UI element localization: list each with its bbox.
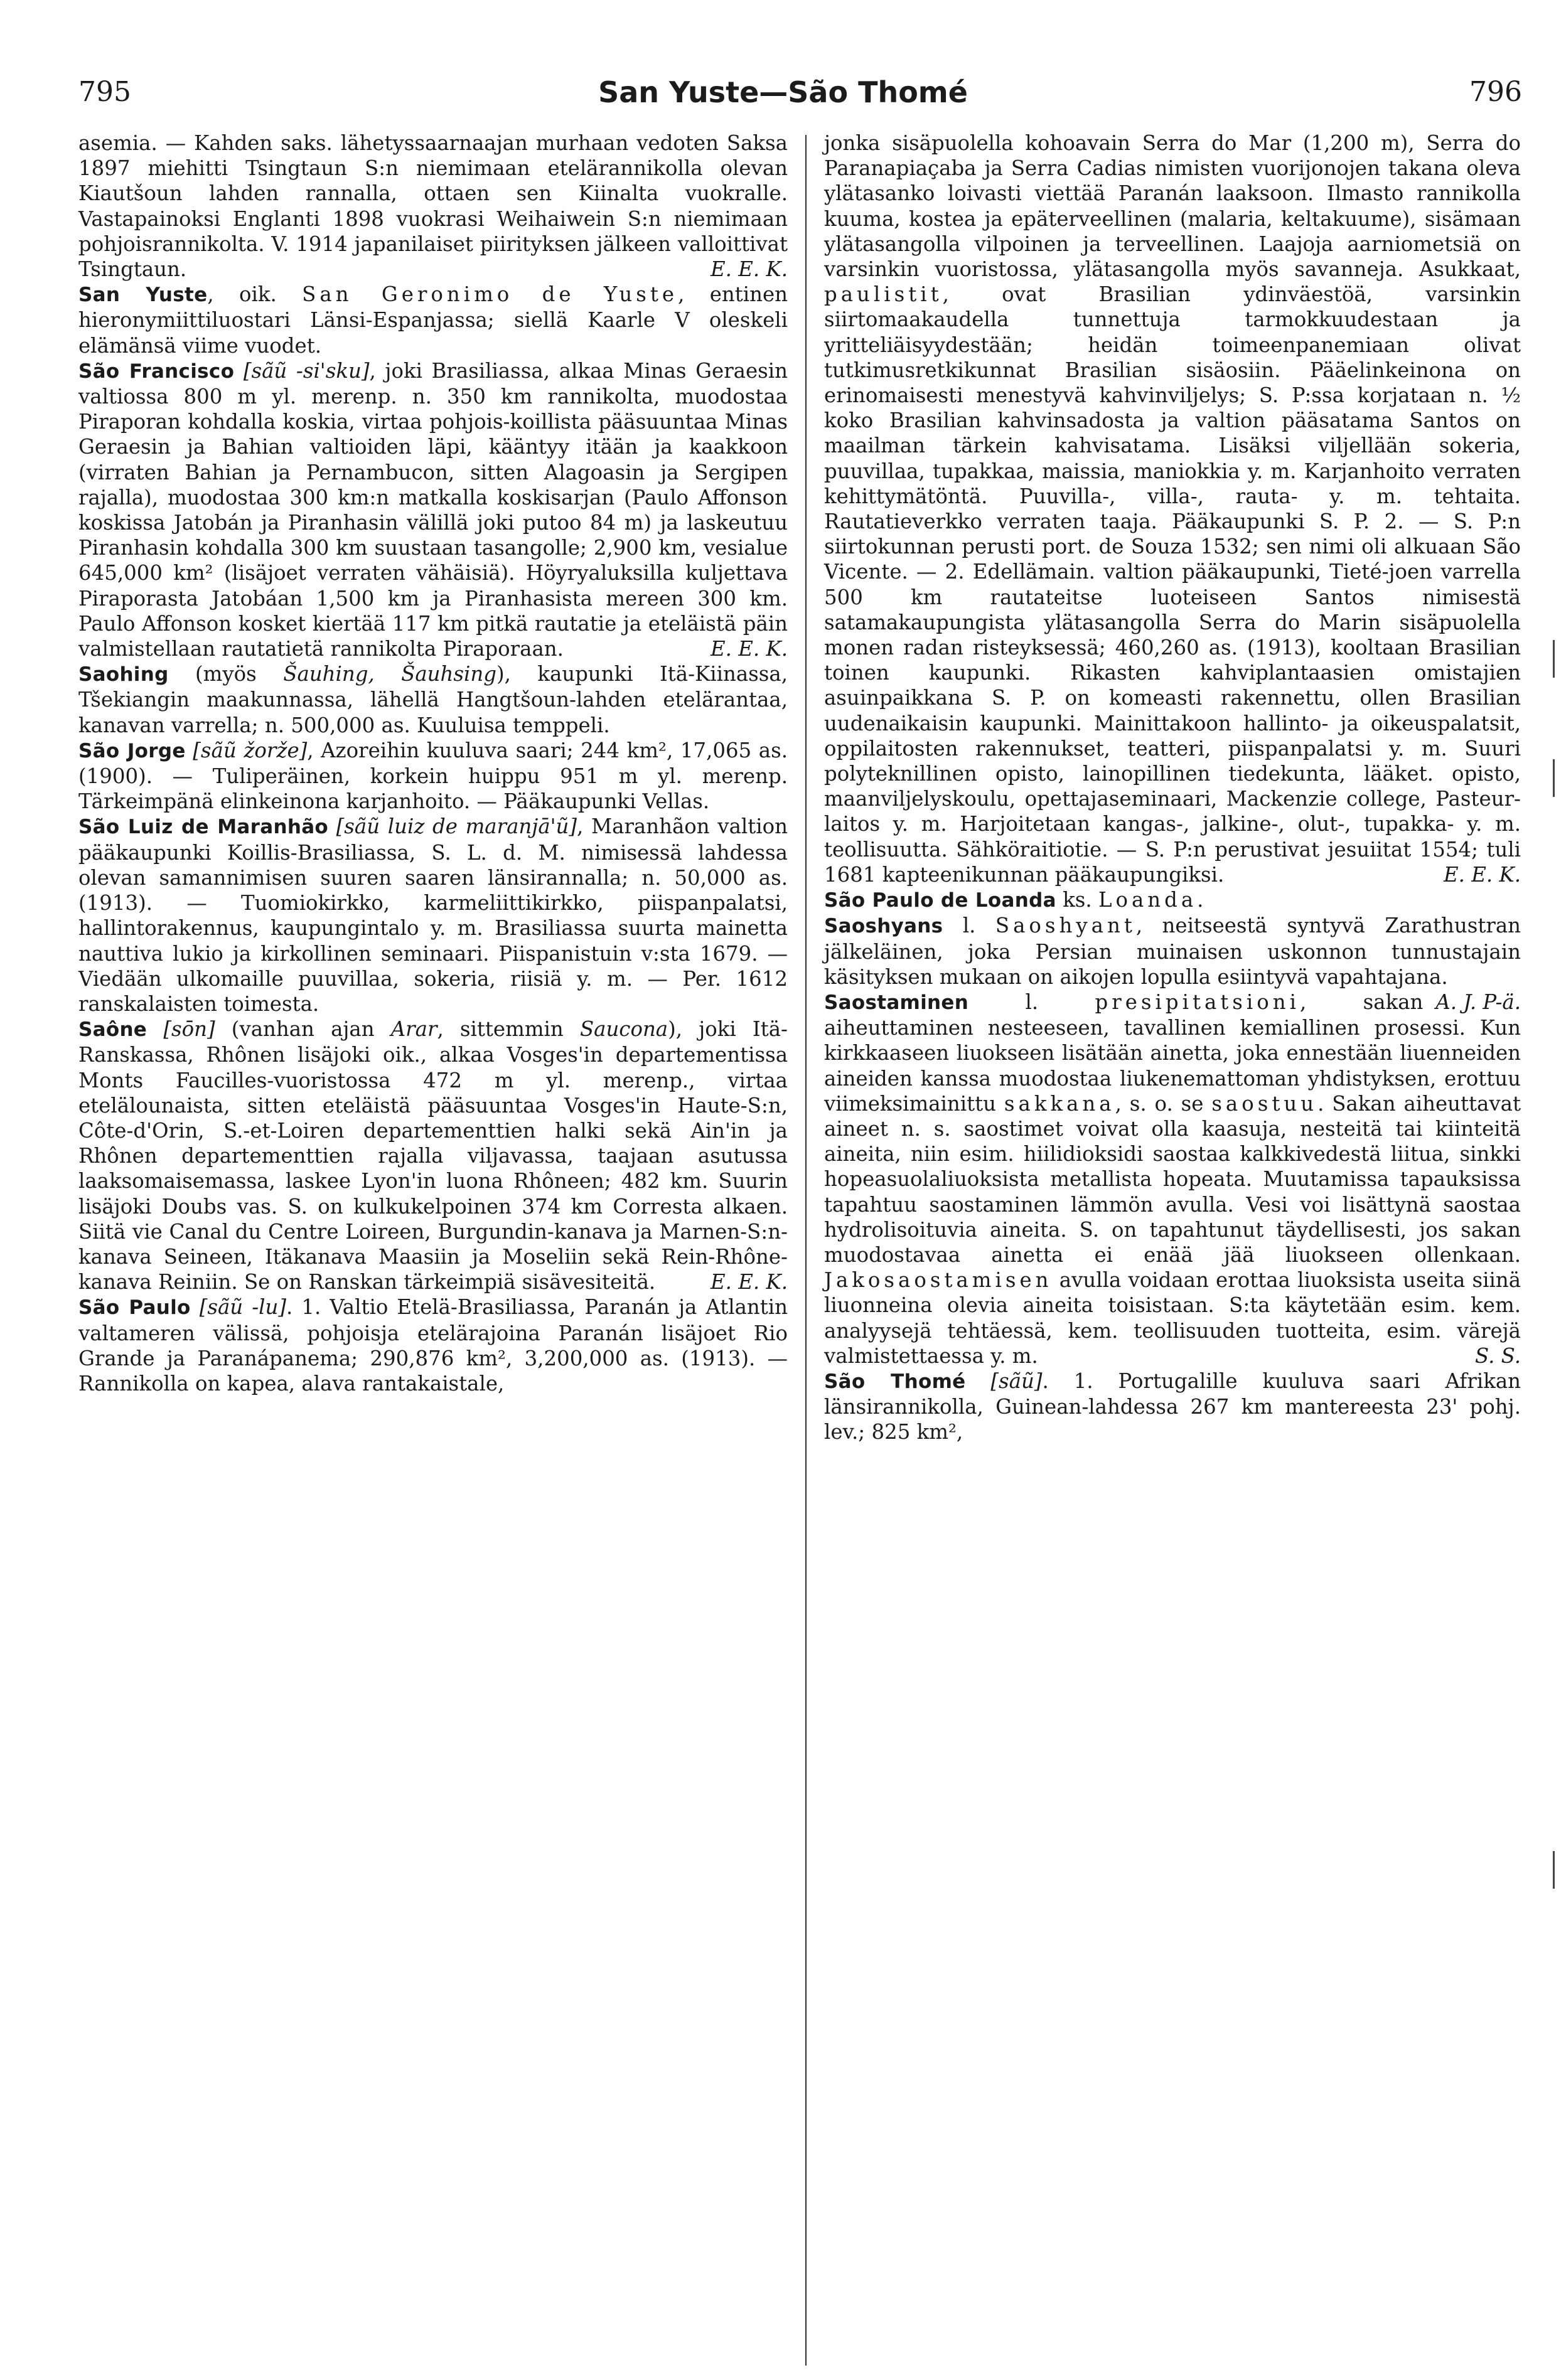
entry-text: . 1. Valtio Etelä-Brasiliassa, Paranán ja Atlantin valtameren välissä, pohjoisja etelärajoina Paranán lisäjoet Rio Grande ja Paranápanema; 290,876 km², 3,200,000 as. (1913). — Rannikolla on kapea, alava rantakaistale, <box>78 1295 788 1395</box>
entry-text: avulla voidaan erottaa liuoksista useita siinä liuonneina olevia aineita toisistaan. S:ta käytetään esim. kem. analyysejä tehtäessä, kem. teollisuuden tuotteita, esim. värejä valmistettaessa y. m. <box>824 1268 1521 1368</box>
entry-text: . <box>1197 888 1204 912</box>
headword: Saohing <box>78 663 169 686</box>
entry-text <box>186 739 193 762</box>
entry-text: , neitseestä syntyvä Zarathustran jälkeläinen, joka Persian muinaisen uskonnon tunnustajain käsityksen mukaan on aikojen lopulla esiintyvä vapahtajana. <box>824 914 1521 989</box>
entry-text: , Maranhãon valtion pääkaupunki Koillis-Brasiliassa, S. L. d. M. nimisessä lahdessa olevan samannimisen suuren saaren länsirannalla; n. 50,000 as. (1913). — Tuomiokirkko, karmeliittikirkko, piispanpalatsi, hallintorakennus, kaupungintalo y. m. Brasiliassa suurta mainetta nauttiva lukio ja kirkollinen seminaari. Piispanistuin v:sta 1679. — Viedään ulkomaille puuvillaa, sokeria, riisiä y. m. — Per. 1612 ranskalaisten toimesta. <box>78 814 788 1016</box>
headword: San Yuste <box>78 284 208 307</box>
entry-paragraph <box>824 990 1521 1369</box>
entry-text: . 1. Portugalille kuuluva saari Afrikan länsirannikolla, Guinean-lahdessa 267 km mantereesta 23' pohj. lev.; 825 km², <box>824 1369 1521 1444</box>
spaced-term: saostuu <box>1211 1091 1318 1116</box>
entry-paragraph <box>78 738 788 814</box>
margin-mark <box>1553 759 1555 797</box>
entry-paragraph <box>78 131 788 282</box>
entry-text: ks. <box>1056 888 1098 912</box>
spaced-term: Jakosaostamisen <box>824 1268 1053 1293</box>
entry-paragraph <box>78 661 788 738</box>
page-number-right: 796 <box>1469 76 1522 108</box>
author-signature: E. E. K. <box>711 257 788 282</box>
entry-text: , entinen hieronymiittiluostari Länsi-Espanjassa; siellä Kaarle V oleskeli elämänsä viime vuodet. <box>78 282 788 358</box>
entry-text <box>147 1017 163 1041</box>
right-column <box>824 131 1521 1445</box>
author-signature: A. J. P-ä. <box>1435 990 1521 1014</box>
pronunciation: [sãũ -lu] <box>199 1295 287 1320</box>
entry-text: l. <box>943 914 995 938</box>
headword: São Thomé <box>824 1370 966 1393</box>
entry-text: , s. o. se <box>1115 1091 1212 1116</box>
entry-text: , Azoreihin kuuluva saari; 244 km², 17,065 as. (1900). — Tuliperäinen, korkein huippu 951 m yl. merenp. Tärkeimpänä elinkeinona karjanhoito. — Pääkaupunki Vellas. <box>78 738 788 814</box>
entry-text: . Sakan aiheuttavat aineet n. s. saostimet voivat olla kaasuja, nesteitä tai kiinteitä aineita, niin esim. hiilidioksidi saostaa kalkkivedestä liitua, sinkki hopeasuolaliuoksista metallista hopeata. Muutamissa tapauksissa tapahtuu saostaminen lämmön avulla. Vesi voi lisättynä saostaa hydrolisoituvia aineita. S. on tapahtunut täydellisesti, jos sakan muodostavaa ainetta ei enää jää liuokseen ollenkaan. <box>824 1091 1521 1267</box>
spaced-term: San Geronimo de Yuste <box>302 282 678 307</box>
pronunciation: Arar <box>390 1017 437 1042</box>
author-signature: E. E. K. <box>711 1270 788 1294</box>
author-signature: E. E. K. <box>711 637 788 661</box>
entry-text: ), kaupunki Itä-Kiinassa, Tšekiangin maakunnassa, lähellä Hangtšoun-lahden etelärantaa, kanavan varrella; n. 500,000 as. Kuuluisa temppeli. <box>78 662 788 737</box>
headword: Saostaminen <box>824 991 969 1014</box>
entry-text <box>328 814 336 838</box>
headword: São Jorge <box>78 739 186 762</box>
entry-text: , sakan aiheuttaminen nesteeseen, tavallinen kemiallinen prosessi. Kun kirkkaaseen liuokseen lisätään ainetta, joka ennestään liuenneiden aineiden kanssa muodostaa liukenemattoman yhdistyksen, erottuu viimeksimainittu <box>824 990 1521 1116</box>
entry-paragraph <box>78 1017 788 1294</box>
column-divider <box>805 135 807 2366</box>
entry-paragraph <box>824 887 1521 913</box>
entry-text: jonka sisäpuolella kohoavain Serra do Mar (1,200 m), Serra do Paranapiaçaba ja Serra Cadias nimisten vuorijonojen takana oleva ylätasanko loivasti viettää Paranán laaksoon. Ilmasto rannikolla kuuma, kostea ja epäterveellinen (malaria, keltakuume), sisämaan ylätasangolla vilpoinen ja terveellinen. Laajoja aarniometsiä on varsinkin vuoristossa, ylätasangolla myös savanneja. Asukkaat, <box>824 131 1521 282</box>
spaced-term: paulistit <box>824 282 943 307</box>
page-number-left: 795 <box>78 76 131 108</box>
running-header: San Yuste—São Thomé <box>598 75 968 109</box>
pronunciation: Saucona <box>579 1017 668 1042</box>
margin-mark <box>1553 1851 1555 1889</box>
spaced-term: sakkana <box>1004 1091 1115 1116</box>
left-column <box>78 131 788 1396</box>
entry-text: , oik. <box>207 282 303 307</box>
pronunciation: [sãũ -si'sku] <box>243 358 370 383</box>
author-signature: E. E. K. <box>1444 862 1521 887</box>
entry-text: asemia. — Kahden saks. lähetyssaarnaajan murhaan vedoten Saksa 1897 miehitti Tsingtaun S:n niemimaan etelärannikolla olevan Kiautšoun lahden rannalla, ottaen sen Kiinalta vuokralle. Vastapainoksi Englanti 1898 vuokrasi Weihaiwein S:n niemimaan pohjoisrannikolta. V. 1914 japanilaiset piirityksen jälkeen valloittivat Tsingtaun. <box>78 131 788 282</box>
pronunciation: [sãũ luiz de maranjā'ũ] <box>336 814 577 839</box>
entry-paragraph <box>824 131 1521 887</box>
entry-text: l. <box>968 990 1095 1014</box>
entry-paragraph <box>824 1369 1521 1445</box>
entry-text: , ovat Brasilian ydinväestöä, varsinkin siirtomaakaudella tunnettuja tarmokkuudestaan ja yritteliäisyydestään; heidän toimeenpanemiaan olivat tutkimusretkikunnat Brasilian sisäosiin. Pääelinkeinona on erinomaisesti menestyvä kahvinviljelys; S. P:ssa korjataan n. ½ koko Brasilian kahvinsadosta ja valtion pääsatama Santos on maailman tärkein kahvisatama. Lisäksi viljellään sokeria, puuvillaa, tupakkaa, maissia, maniokkia y. m. Karjanhoito verraten kehittymätöntä. Puuvilla-, villa-, rauta- y. m. tehtaita. Rautatieverkko verraten taaja. Pääkaupunki S. P. 2. — S. P:n siirtokunnan perusti port. de Souza 1532; sen nimi oli alkuaan São Vicente. — 2. Edellämain. valtion pääkaupunki, Tieté-joen varrella 500 km rautateitse luoteiseen Santos nimisestä satamakaupungista ylätasangolla Serra do Marin sisäpuolella monen radan risteyksessä; 460,260 as. (1913), kooltaan Brasilian toinen kaupunki. Rikasten kahviplantaasien omistajien asuinpaikkana S. P. on komeasti rakennettu, ollen Brasilian uudenaikaisin kaupunki. Mainittakoon hallinto- ja oikeuspalatsit, oppilaitosten rakennukset, teatteri, piispanpalatsi y. m. Suuri polyteknillinen opisto, lainopillinen tiedekunta, lääket. opisto, maanviljelyskoulu, opettajaseminaari, Mackenzie college, Pasteur-laitos y. m. Harjoitetaan kangas-, jalkine-, olut-, tupakka- y. m. teollisuutta. Sähköraitiotie. — S. P:n perustivat jesuiitat 1554; tuli 1681 kapteenikunnan pääkaupungiksi. <box>824 282 1521 887</box>
pronunciation: [sãũ] <box>990 1369 1043 1393</box>
headword: São Paulo <box>78 1296 191 1320</box>
spaced-term: Saoshyant <box>995 914 1136 938</box>
entry-text: , joki Brasiliassa, alkaa Minas Geraesin valtiossa 800 m yl. merenp. n. 350 km rannikolta, muodostaa Piraporan kohdalla koskia, virtaa pohjois-koillista pääsuuntaa Minas Geraesin ja Bahian valtioiden läpi, kääntyy itään ja kaakkoon (virraten Bahian ja Pernambucon, sitten Alagoasin ja Sergipen rajalla), muodostaa 300 km:n matkalla koskisarjan (Paulo Affonson koskissa Jatobán ja Piranhasin välillä joki putoo 84 m) ja laskeutuu Piranhasin kohdalla 300 km suustaan tasangolle; 2,900 km, vesialue 645,000 km² (lisäjoet verraten vähäisiä). Höyryaluksilla kuljettavа Piraporasta Jatobáan 1,500 km ja Piranhasista mereen 300 km. Paulo Affonson kosket kiertää 117 km pitkä rautatie ja eteläistä päin valmistellaan rautatietä rannikolta Piraporaan. <box>78 358 788 661</box>
entry-text <box>191 1295 200 1319</box>
entry-paragraph <box>78 282 788 358</box>
entry-text: , sittemmin <box>437 1017 580 1042</box>
pronunciation: [sãũ žorže] <box>193 738 308 762</box>
entry-paragraph <box>78 358 788 661</box>
author-signature: S. S. <box>1475 1343 1521 1368</box>
entry-text <box>234 359 244 383</box>
headword: São Luiz de Maranhão <box>78 816 329 839</box>
headword: São Francisco <box>78 360 235 383</box>
entry-paragraph <box>78 814 788 1017</box>
spaced-term: presipitatsioni <box>1095 990 1300 1014</box>
pronunciation: Šauhing, Šauhsing <box>283 662 496 686</box>
entry-text: (vanhan ajan <box>215 1017 391 1042</box>
entry-text <box>966 1369 991 1393</box>
headword: São Paulo de Loanda <box>824 889 1056 912</box>
headword: Saoshyans <box>824 915 943 938</box>
margin-mark <box>1553 640 1555 678</box>
headword: Saône <box>78 1018 147 1042</box>
spaced-term: Loanda <box>1098 888 1198 912</box>
entry-text: ), joki Itä-Ranskassa, Rhônen lisäjoki oik., alkaa Vosges'in departementissa Monts Faucilles-vuoristossa 472 m yl. merenp., virtaa etelälounaista, sitten eteläistä pääsuuntaa Vosges'in Haute-S:n, Côte-d'Orin, S.-et-Loiren departementtien halki sekä Ain'in ja Rhônen departementtien rajalla viljavassa, taajaan asutussa laaksomaisemassa, laskee Lyon'in luona Rhôneen; 482 km. Suurin lisäjoki Doubs vas. S. on kulkukelpoinen 374 km Corresta alkaen. Siitä vie Canal du Centre Loireen, Burgundin-kanava ja Marnen-S:n-kanava Seineen, Itäkanava Maasiin ja Moseliin sekä Rein-Rhône-kanava Reiniin. Se on Ranskan tärkeimpiä sisävesiteitä. <box>78 1017 788 1294</box>
entry-paragraph <box>78 1294 788 1396</box>
pronunciation: [sōn] <box>163 1017 215 1042</box>
entry-text: (myös <box>168 662 284 686</box>
